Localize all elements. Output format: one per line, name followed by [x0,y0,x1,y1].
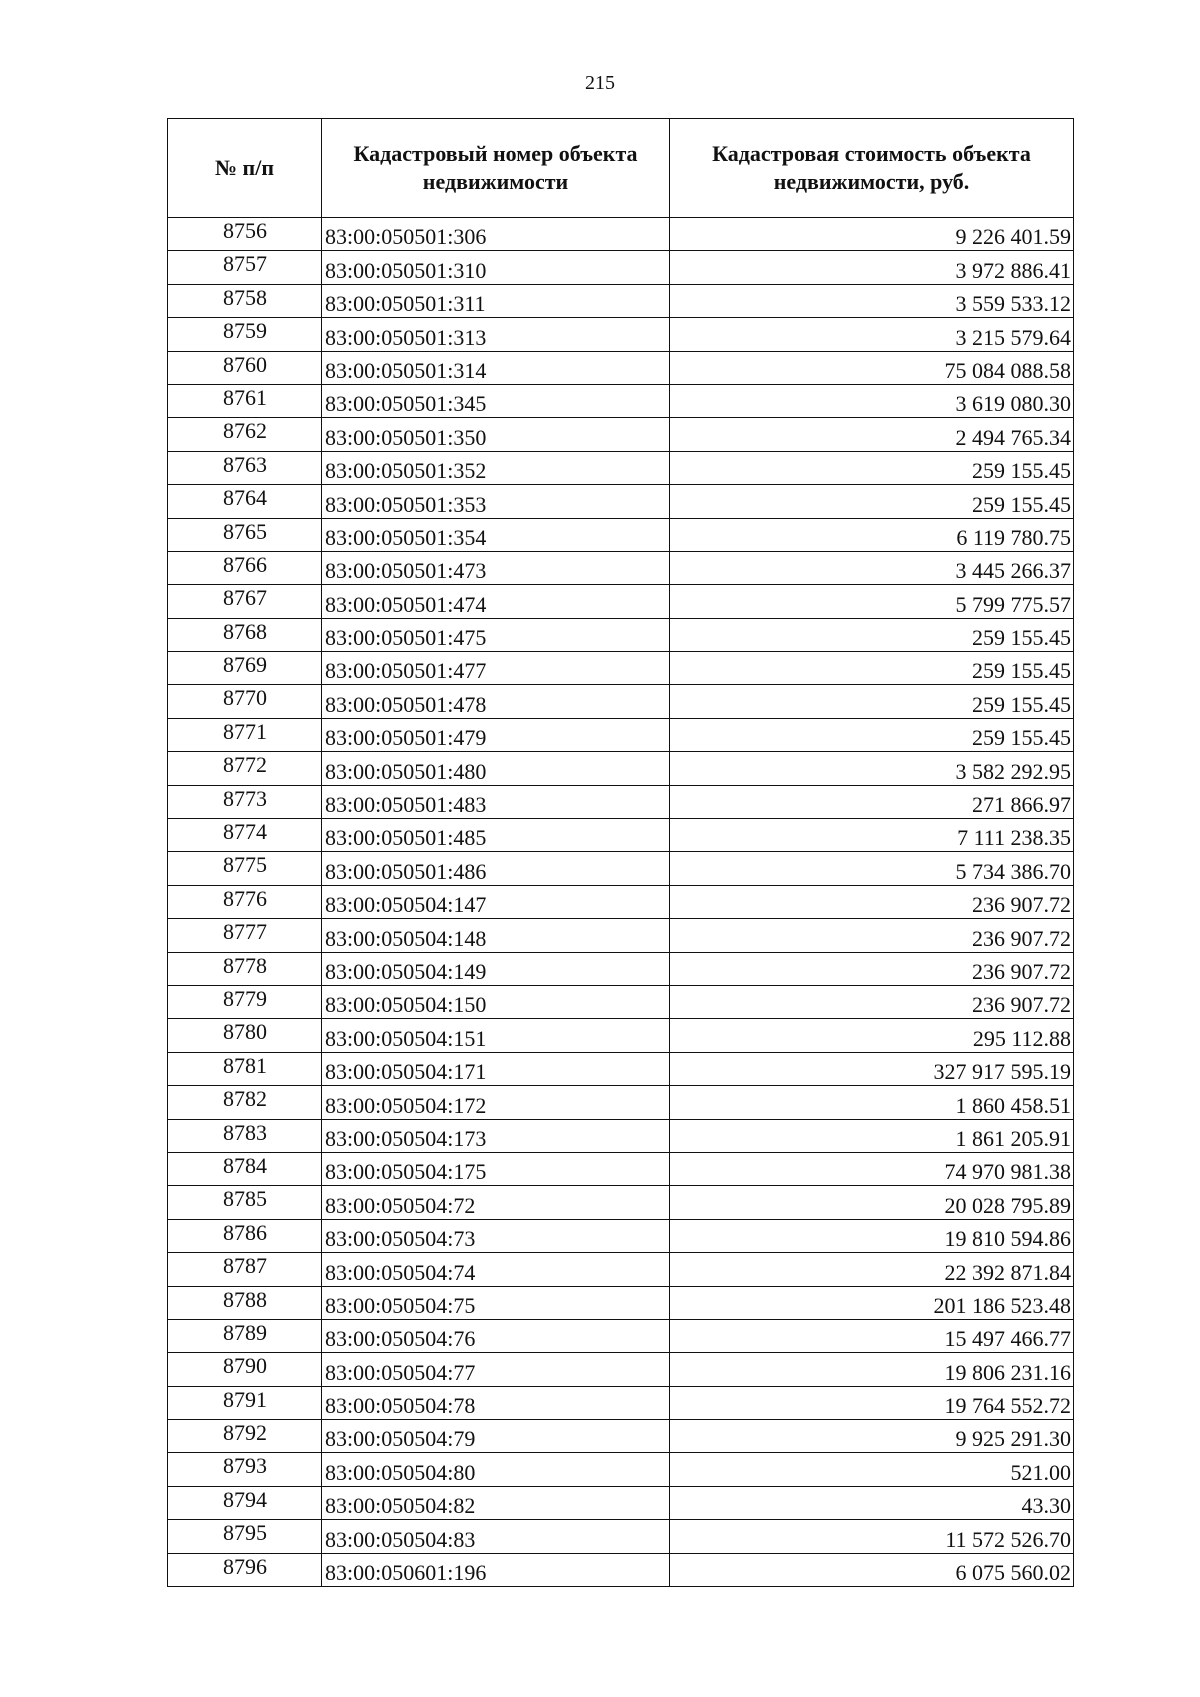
table-row [168,1420,1074,1453]
cadastral-value-cell: 201 186 523.48 [670,1286,1074,1319]
row-number-cell: 8767 [168,585,322,618]
cadastral-number-cell: 83:00:050501:352 [322,451,670,484]
cadastral-value-cell: 22 392 871.84 [670,1253,1074,1286]
table-row [168,418,1074,451]
table-row [168,318,1074,351]
row-number-cell: 8766 [168,551,322,584]
table-row [168,1219,1074,1252]
cadastral-number-cell: 83:00:050504:151 [322,1019,670,1052]
table-row [168,919,1074,952]
row-number-cell: 8781 [168,1052,322,1085]
cadastral-number-cell: 83:00:050501:313 [322,318,670,351]
cadastral-value-cell: 1 861 205.91 [670,1119,1074,1152]
table-row [168,1453,1074,1486]
cadastral-number-cell: 83:00:050504:149 [322,952,670,985]
row-number-cell: 8787 [168,1253,322,1286]
header-num: № п/п [168,119,322,218]
cadastral-number-cell: 83:00:050501:479 [322,718,670,751]
cadastral-number-cell: 83:00:050504:74 [322,1253,670,1286]
cadastral-number-cell: 83:00:050504:72 [322,1186,670,1219]
table-row [168,384,1074,417]
table-row [168,218,1074,251]
row-number-cell: 8785 [168,1186,322,1219]
cadastral-number-cell: 83:00:050501:475 [322,618,670,651]
cadastral-value-cell: 271 866.97 [670,785,1074,818]
row-number-cell: 8764 [168,485,322,518]
table-row [168,685,1074,718]
row-number-cell: 8774 [168,819,322,852]
cadastral-value-cell: 7 111 238.35 [670,819,1074,852]
cadastral-number-cell: 83:00:050504:77 [322,1353,670,1386]
cadastral-number-cell: 83:00:050501:350 [322,418,670,451]
table-row [168,284,1074,317]
row-number-cell: 8779 [168,985,322,1018]
table-row [168,1386,1074,1419]
table-row [168,1353,1074,1386]
cadastral-value-cell: 295 112.88 [670,1019,1074,1052]
cadastral-value-cell: 9 226 401.59 [670,218,1074,251]
header-cadastral-value: Кадастровая стоимость объекта недвижимости, руб. [670,119,1074,218]
page-number: 215 [585,72,615,94]
cadastral-number-cell: 83:00:050601:196 [322,1553,670,1586]
cadastral-value-cell: 19 764 552.72 [670,1386,1074,1419]
cadastral-value-cell: 259 155.45 [670,718,1074,751]
cadastral-value-cell: 43.30 [670,1486,1074,1519]
cadastral-number-cell: 83:00:050504:171 [322,1052,670,1085]
cadastral-value-table [167,118,1074,1587]
row-number-cell: 8786 [168,1219,322,1252]
row-number-cell: 8782 [168,1086,322,1119]
row-number-cell: 8760 [168,351,322,384]
table-row [168,618,1074,651]
row-number-cell: 8789 [168,1319,322,1352]
cadastral-value-cell: 3 619 080.30 [670,384,1074,417]
row-number-cell: 8788 [168,1286,322,1319]
cadastral-number-cell: 83:00:050504:150 [322,985,670,1018]
table-row [168,1086,1074,1119]
row-number-cell: 8780 [168,1019,322,1052]
table-row [168,1152,1074,1185]
row-number-cell: 8762 [168,418,322,451]
table-row [168,1520,1074,1553]
table-row [168,1286,1074,1319]
table-row [168,1553,1074,1586]
cadastral-value-cell: 236 907.72 [670,885,1074,918]
cadastral-number-cell: 83:00:050501:477 [322,652,670,685]
cadastral-value-cell: 521.00 [670,1453,1074,1486]
cadastral-value-cell: 74 970 981.38 [670,1152,1074,1185]
cadastral-value-cell: 259 155.45 [670,451,1074,484]
table-row [168,1119,1074,1152]
cadastral-value-cell: 9 925 291.30 [670,1420,1074,1453]
cadastral-value-cell: 19 810 594.86 [670,1219,1074,1252]
row-number-cell: 8773 [168,785,322,818]
cadastral-number-cell: 83:00:050504:173 [322,1119,670,1152]
table-row [168,885,1074,918]
cadastral-value-cell: 2 494 765.34 [670,418,1074,451]
cadastral-number-cell: 83:00:050504:75 [322,1286,670,1319]
row-number-cell: 8765 [168,518,322,551]
table-header [168,119,1074,218]
table-row [168,1253,1074,1286]
cadastral-number-cell: 83:00:050501:478 [322,685,670,718]
cadastral-number-cell: 83:00:050501:474 [322,585,670,618]
row-number-cell: 8792 [168,1420,322,1453]
table-row [168,718,1074,751]
cadastral-number-cell: 83:00:050501:306 [322,218,670,251]
cadastral-value-cell: 11 572 526.70 [670,1520,1074,1553]
row-number-cell: 8796 [168,1553,322,1586]
table-row [168,852,1074,885]
row-number-cell: 8772 [168,752,322,785]
table-row [168,551,1074,584]
table-row [168,785,1074,818]
cadastral-value-cell: 75 084 088.58 [670,351,1074,384]
table-row [168,451,1074,484]
row-number-cell: 8777 [168,919,322,952]
cadastral-number-cell: 83:00:050504:148 [322,919,670,952]
cadastral-number-cell: 83:00:050504:172 [322,1086,670,1119]
cadastral-value-cell: 5 799 775.57 [670,585,1074,618]
row-number-cell: 8783 [168,1119,322,1152]
row-number-cell: 8768 [168,618,322,651]
table-row [168,518,1074,551]
cadastral-number-cell: 83:00:050501:310 [322,251,670,284]
table-row [168,585,1074,618]
table-row [168,251,1074,284]
cadastral-value-cell: 327 917 595.19 [670,1052,1074,1085]
row-number-cell: 8790 [168,1353,322,1386]
cadastral-number-cell: 83:00:050501:480 [322,752,670,785]
cadastral-number-cell: 83:00:050504:78 [322,1386,670,1419]
header-cadastral-number: Кадастровый номер объекта недвижимости [322,119,670,218]
row-number-cell: 8759 [168,318,322,351]
table-row [168,1486,1074,1519]
header-row [168,119,1074,218]
cadastral-number-cell: 83:00:050501:345 [322,384,670,417]
row-number-cell: 8756 [168,218,322,251]
cadastral-value-cell: 259 155.45 [670,652,1074,685]
cadastral-value-cell: 3 972 886.41 [670,251,1074,284]
cadastral-number-cell: 83:00:050504:73 [322,1219,670,1252]
row-number-cell: 8758 [168,284,322,317]
cadastral-value-cell: 20 028 795.89 [670,1186,1074,1219]
table-row [168,351,1074,384]
cadastral-value-cell: 259 155.45 [670,485,1074,518]
cadastral-value-cell: 15 497 466.77 [670,1319,1074,1352]
row-number-cell: 8793 [168,1453,322,1486]
cadastral-value-cell: 236 907.72 [670,952,1074,985]
cadastral-number-cell: 83:00:050501:353 [322,485,670,518]
row-number-cell: 8775 [168,852,322,885]
table-row [168,752,1074,785]
cadastral-number-cell: 83:00:050501:314 [322,351,670,384]
cadastral-value-cell: 6 119 780.75 [670,518,1074,551]
table-row [168,985,1074,1018]
cadastral-number-cell: 83:00:050504:80 [322,1453,670,1486]
cadastral-value-cell: 3 559 533.12 [670,284,1074,317]
cadastral-value-cell: 236 907.72 [670,985,1074,1018]
table-row [168,819,1074,852]
cadastral-value-cell: 236 907.72 [670,919,1074,952]
cadastral-value-cell: 5 734 386.70 [670,852,1074,885]
cadastral-value-cell: 6 075 560.02 [670,1553,1074,1586]
table-row [168,1019,1074,1052]
cadastral-value-cell: 1 860 458.51 [670,1086,1074,1119]
cadastral-number-cell: 83:00:050504:83 [322,1520,670,1553]
cadastral-number-cell: 83:00:050501:485 [322,819,670,852]
cadastral-number-cell: 83:00:050501:486 [322,852,670,885]
row-number-cell: 8763 [168,451,322,484]
table-row [168,1186,1074,1219]
cadastral-value-cell: 259 155.45 [670,618,1074,651]
row-number-cell: 8794 [168,1486,322,1519]
table-row [168,652,1074,685]
cadastral-number-cell: 83:00:050501:483 [322,785,670,818]
row-number-cell: 8791 [168,1386,322,1419]
cadastral-number-cell: 83:00:050504:79 [322,1420,670,1453]
cadastral-value-cell: 259 155.45 [670,685,1074,718]
table-row [168,1319,1074,1352]
cadastral-value-cell: 3 215 579.64 [670,318,1074,351]
cadastral-number-cell: 83:00:050501:354 [322,518,670,551]
cadastral-number-cell: 83:00:050504:82 [322,1486,670,1519]
table-row [168,952,1074,985]
table-body [168,218,1074,1587]
table-row [168,485,1074,518]
row-number-cell: 8757 [168,251,322,284]
cadastral-number-cell: 83:00:050504:76 [322,1319,670,1352]
row-number-cell: 8770 [168,685,322,718]
row-number-cell: 8771 [168,718,322,751]
cadastral-number-cell: 83:00:050501:311 [322,284,670,317]
row-number-cell: 8778 [168,952,322,985]
table-row [168,1052,1074,1085]
row-number-cell: 8761 [168,384,322,417]
cadastral-number-cell: 83:00:050501:473 [322,551,670,584]
cadastral-number-cell: 83:00:050504:147 [322,885,670,918]
cadastral-value-cell: 3 582 292.95 [670,752,1074,785]
row-number-cell: 8776 [168,885,322,918]
cadastral-value-cell: 3 445 266.37 [670,551,1074,584]
cadastral-number-cell: 83:00:050504:175 [322,1152,670,1185]
row-number-cell: 8795 [168,1520,322,1553]
row-number-cell: 8784 [168,1152,322,1185]
row-number-cell: 8769 [168,652,322,685]
cadastral-value-cell: 19 806 231.16 [670,1353,1074,1386]
